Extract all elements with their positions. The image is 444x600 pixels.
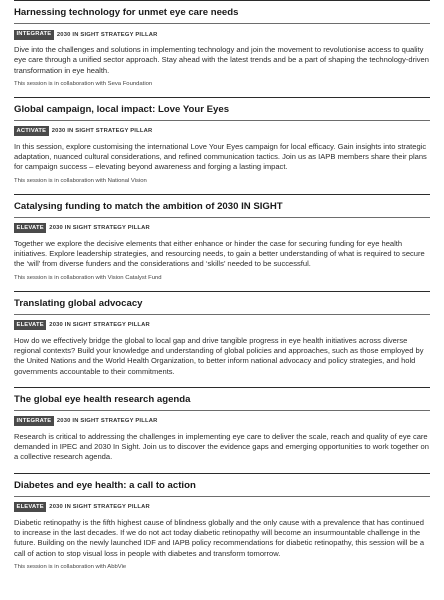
pillar-label: 2030 IN SIGHT STRATEGY PILLAR (49, 504, 150, 511)
tag-row (14, 126, 430, 137)
pillar-badge: ACTIVATE (14, 126, 49, 136)
pillar-label: 2030 IN SIGHT STRATEGY PILLAR (49, 322, 150, 329)
session-card (0, 473, 444, 571)
collaboration-note: This session is in collaboration with Seva Foundation (14, 80, 153, 87)
session-title: The global eye health research agenda (14, 393, 191, 405)
collaboration-note: This session is in collaboration with AbbVie (14, 563, 127, 570)
pillar-label: 2030 IN SIGHT STRATEGY PILLAR (56, 31, 158, 38)
pillar-label: 2030 IN SIGHT STRATEGY PILLAR (56, 418, 158, 425)
tag-row (14, 502, 430, 513)
session-title: Catalysing funding to match the ambition of 2030 IN SIGHT (14, 200, 283, 212)
session-description: Diabetic retinopathy is the fifth highest cause of blindness globally and the only cause with a prevalence that has continued to increase in the last decades. If we do not act today diabetic retinopathy will become an insurmountable challenge in the future. Building on the newly launched IDF and IAPB policy recommendations for diabetic retinopathy, this session will be a call of action to stop visual loss in people with diabetes and transform tomorrow. (14, 517, 425, 558)
session-title: Diabetes and eye health: a call to action (14, 479, 196, 491)
session-title: Harnessing technology for unmet eye care needs (14, 7, 239, 18)
session-description: Together we explore the decisive elements that either enhance or hinder the case for securing funding for eye health initiatives. Explore leadership strategies, and resourcing needs, to gain a better understanding of what is required to secure the ‘will’ from diverse funders and the considerations and ‘skills’ needed to be successful. (14, 238, 425, 269)
session-card (0, 0, 444, 97)
session-card (0, 291, 444, 387)
session-card (0, 387, 444, 473)
tag-row (14, 320, 430, 331)
tag-row (14, 223, 430, 234)
session-title: Translating global advocacy (14, 297, 143, 309)
session-description: How do we effectively bridge the global to local gap and drive tangible progress in eye health initiatives across diverse regional contexts? Build your knowledge and understanding of global policies and approaches, such as those employed by the United Nations and the World Health Organization, to better inform national advocacy and policy strategies, and hold governments accountable to their commitments. (14, 335, 424, 376)
tag-row (14, 29, 430, 40)
pillar-badge: INTEGRATE (14, 30, 54, 40)
collaboration-note: This session is in collaboration with National Vision (14, 177, 147, 184)
divider (14, 23, 430, 24)
pillar-label: 2030 IN SIGHT STRATEGY PILLAR (49, 225, 150, 232)
pillar-label: 2030 IN SIGHT STRATEGY PILLAR (51, 128, 153, 135)
divider (14, 496, 430, 497)
session-card (0, 97, 444, 194)
session-description: Research is critical to addressing the challenges in implementing eye care to deliver the scale, reach and quality of eye care demanded in IPEC and 2030 In Sight. Join us to discover the evidence gaps and emerging opportunities to work together on a collective research agenda. (14, 431, 429, 462)
pillar-badge: ELEVATE (14, 320, 46, 330)
divider (14, 314, 430, 315)
collaboration-note: This session is in collaboration with Vision Catalyst Fund (14, 274, 162, 281)
divider (14, 120, 430, 121)
tag-row (14, 416, 430, 427)
session-card (0, 194, 444, 291)
divider (14, 410, 430, 411)
pillar-badge: ELEVATE (14, 223, 46, 233)
session-title: Global campaign, local impact: Love Your Eyes (14, 103, 230, 115)
pillar-badge: ELEVATE (14, 502, 46, 512)
session-description: In this session, explore customising the international Love Your Eyes campaign for local efficacy. Gain insights into strategic adaptation, nuanced cultural considerations, and refined communication tactics. Join us as IAPB members share their plans for campaign success – elevating beyond awareness and forging a lasting impact. (14, 141, 427, 172)
divider (14, 217, 430, 218)
session-description: Dive into the challenges and solutions in implementing technology and join the movement to revolutionise access to quality eye care through a unified sector approach. Stay ahead with the latest trends and be a part of shaping the technology-driven transformation in eye health. (14, 45, 429, 75)
pillar-badge: INTEGRATE (14, 416, 54, 426)
